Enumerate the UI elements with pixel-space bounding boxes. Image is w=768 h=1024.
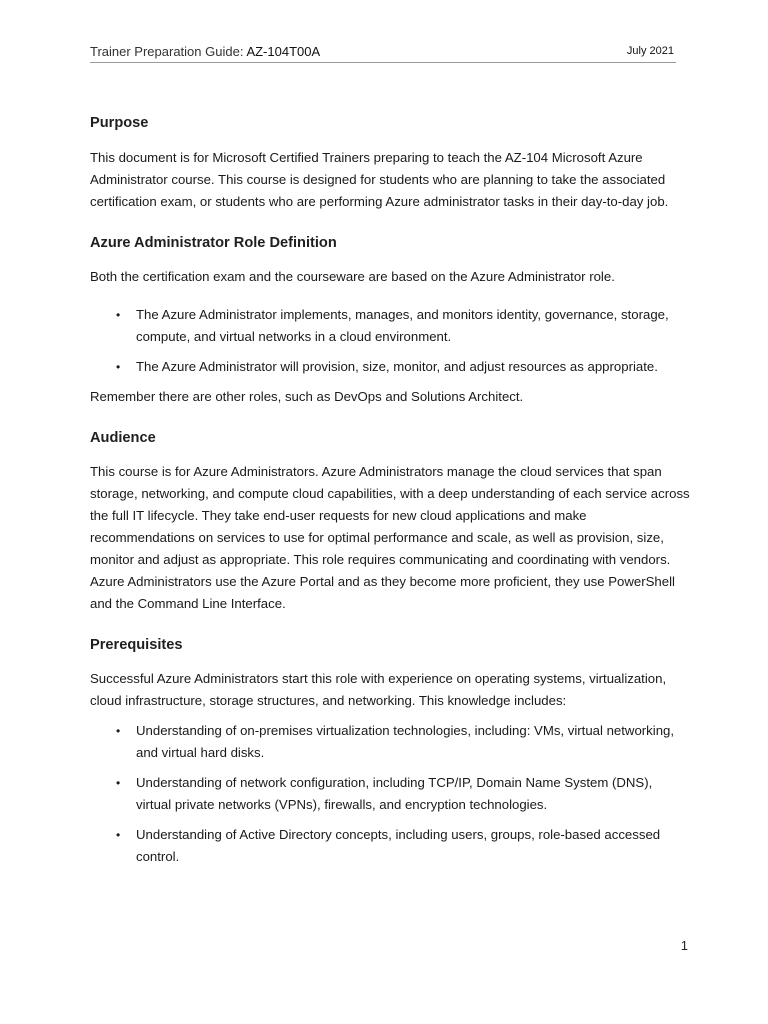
bullet-icon: •: [116, 828, 121, 842]
page-header: [90, 44, 676, 63]
header-date: July 2021: [626, 45, 674, 57]
document-body: [90, 112, 690, 868]
list-item-text: The Azure Administrator will provision, size, monitor, and adjust resources as appropriate.: [136, 359, 658, 374]
list-item-text: The Azure Administrator implements, manages, and monitors identity, governance, storage, compute, and virtual networks in a cloud environment.: [136, 307, 669, 344]
list-item: [90, 720, 690, 764]
prerequisites-heading: Prerequisites: [90, 637, 183, 653]
list-item: [90, 356, 690, 378]
page-number: 1: [680, 938, 688, 953]
prerequisites-intro: Successful Azure Administrators start this role with experience on operating systems, virtualization, cloud infrastructure, storage structures, and networking. This knowledge includes:: [90, 671, 667, 708]
list-item-text: Understanding of on-premises virtualization technologies, including: VMs, virtual networking, and virtual hard disks.: [136, 723, 675, 760]
header-title-prefix: Trainer Preparation Guide:: [90, 44, 244, 59]
purpose-paragraph: This document is for Microsoft Certified Trainers preparing to teach the AZ-104 Microsoft Azure Administrator course. This course is designed for students who are planning to take the associated certification exam, or students who are performing Azure administrator tasks in their day-to-day job.: [90, 150, 669, 209]
list-item: [90, 824, 690, 868]
list-item-text: Understanding of Active Directory concepts, including users, groups, role-based accessed control.: [136, 827, 661, 864]
header-course-code: AZ-104T00A: [246, 44, 321, 59]
bullet-icon: •: [116, 776, 121, 790]
bullet-icon: •: [116, 724, 121, 738]
purpose-heading: Purpose: [90, 115, 149, 131]
header-title: [90, 44, 320, 59]
role-definition-intro: Both the certification exam and the courseware are based on the Azure Administrator role.: [90, 269, 615, 284]
bullet-icon: •: [116, 360, 121, 374]
role-definition-outro: Remember there are other roles, such as DevOps and Solutions Architect.: [90, 389, 524, 404]
list-item: [90, 304, 690, 348]
audience-paragraph: This course is for Azure Administrators. Azure Administrators manage the cloud services that span storage, networking, and compute cloud capabilities, with a deep understanding of each service across the full IT lifecycle. They take end-user requests for new cloud applications and make recommendations on services to use for optimal performance and scale, as well as provision, size, monitor and adjust as appropriate. This role requires communicating and coordinating with vendors. Azure Administrators use the Azure Portal and as they become more proficient, they use PowerShell and the Command Line Interface.: [90, 464, 690, 611]
role-definition-heading: Azure Administrator Role Definition: [90, 235, 337, 251]
role-definition-list: [90, 304, 690, 378]
audience-heading: Audience: [90, 430, 156, 446]
list-item-text: Understanding of network configuration, including TCP/IP, Domain Name System (DNS), virtual private networks (VPNs), firewalls, and encryption technologies.: [136, 775, 653, 812]
bullet-icon: •: [116, 308, 121, 322]
list-item: [90, 772, 690, 816]
prerequisites-list: [90, 720, 690, 868]
